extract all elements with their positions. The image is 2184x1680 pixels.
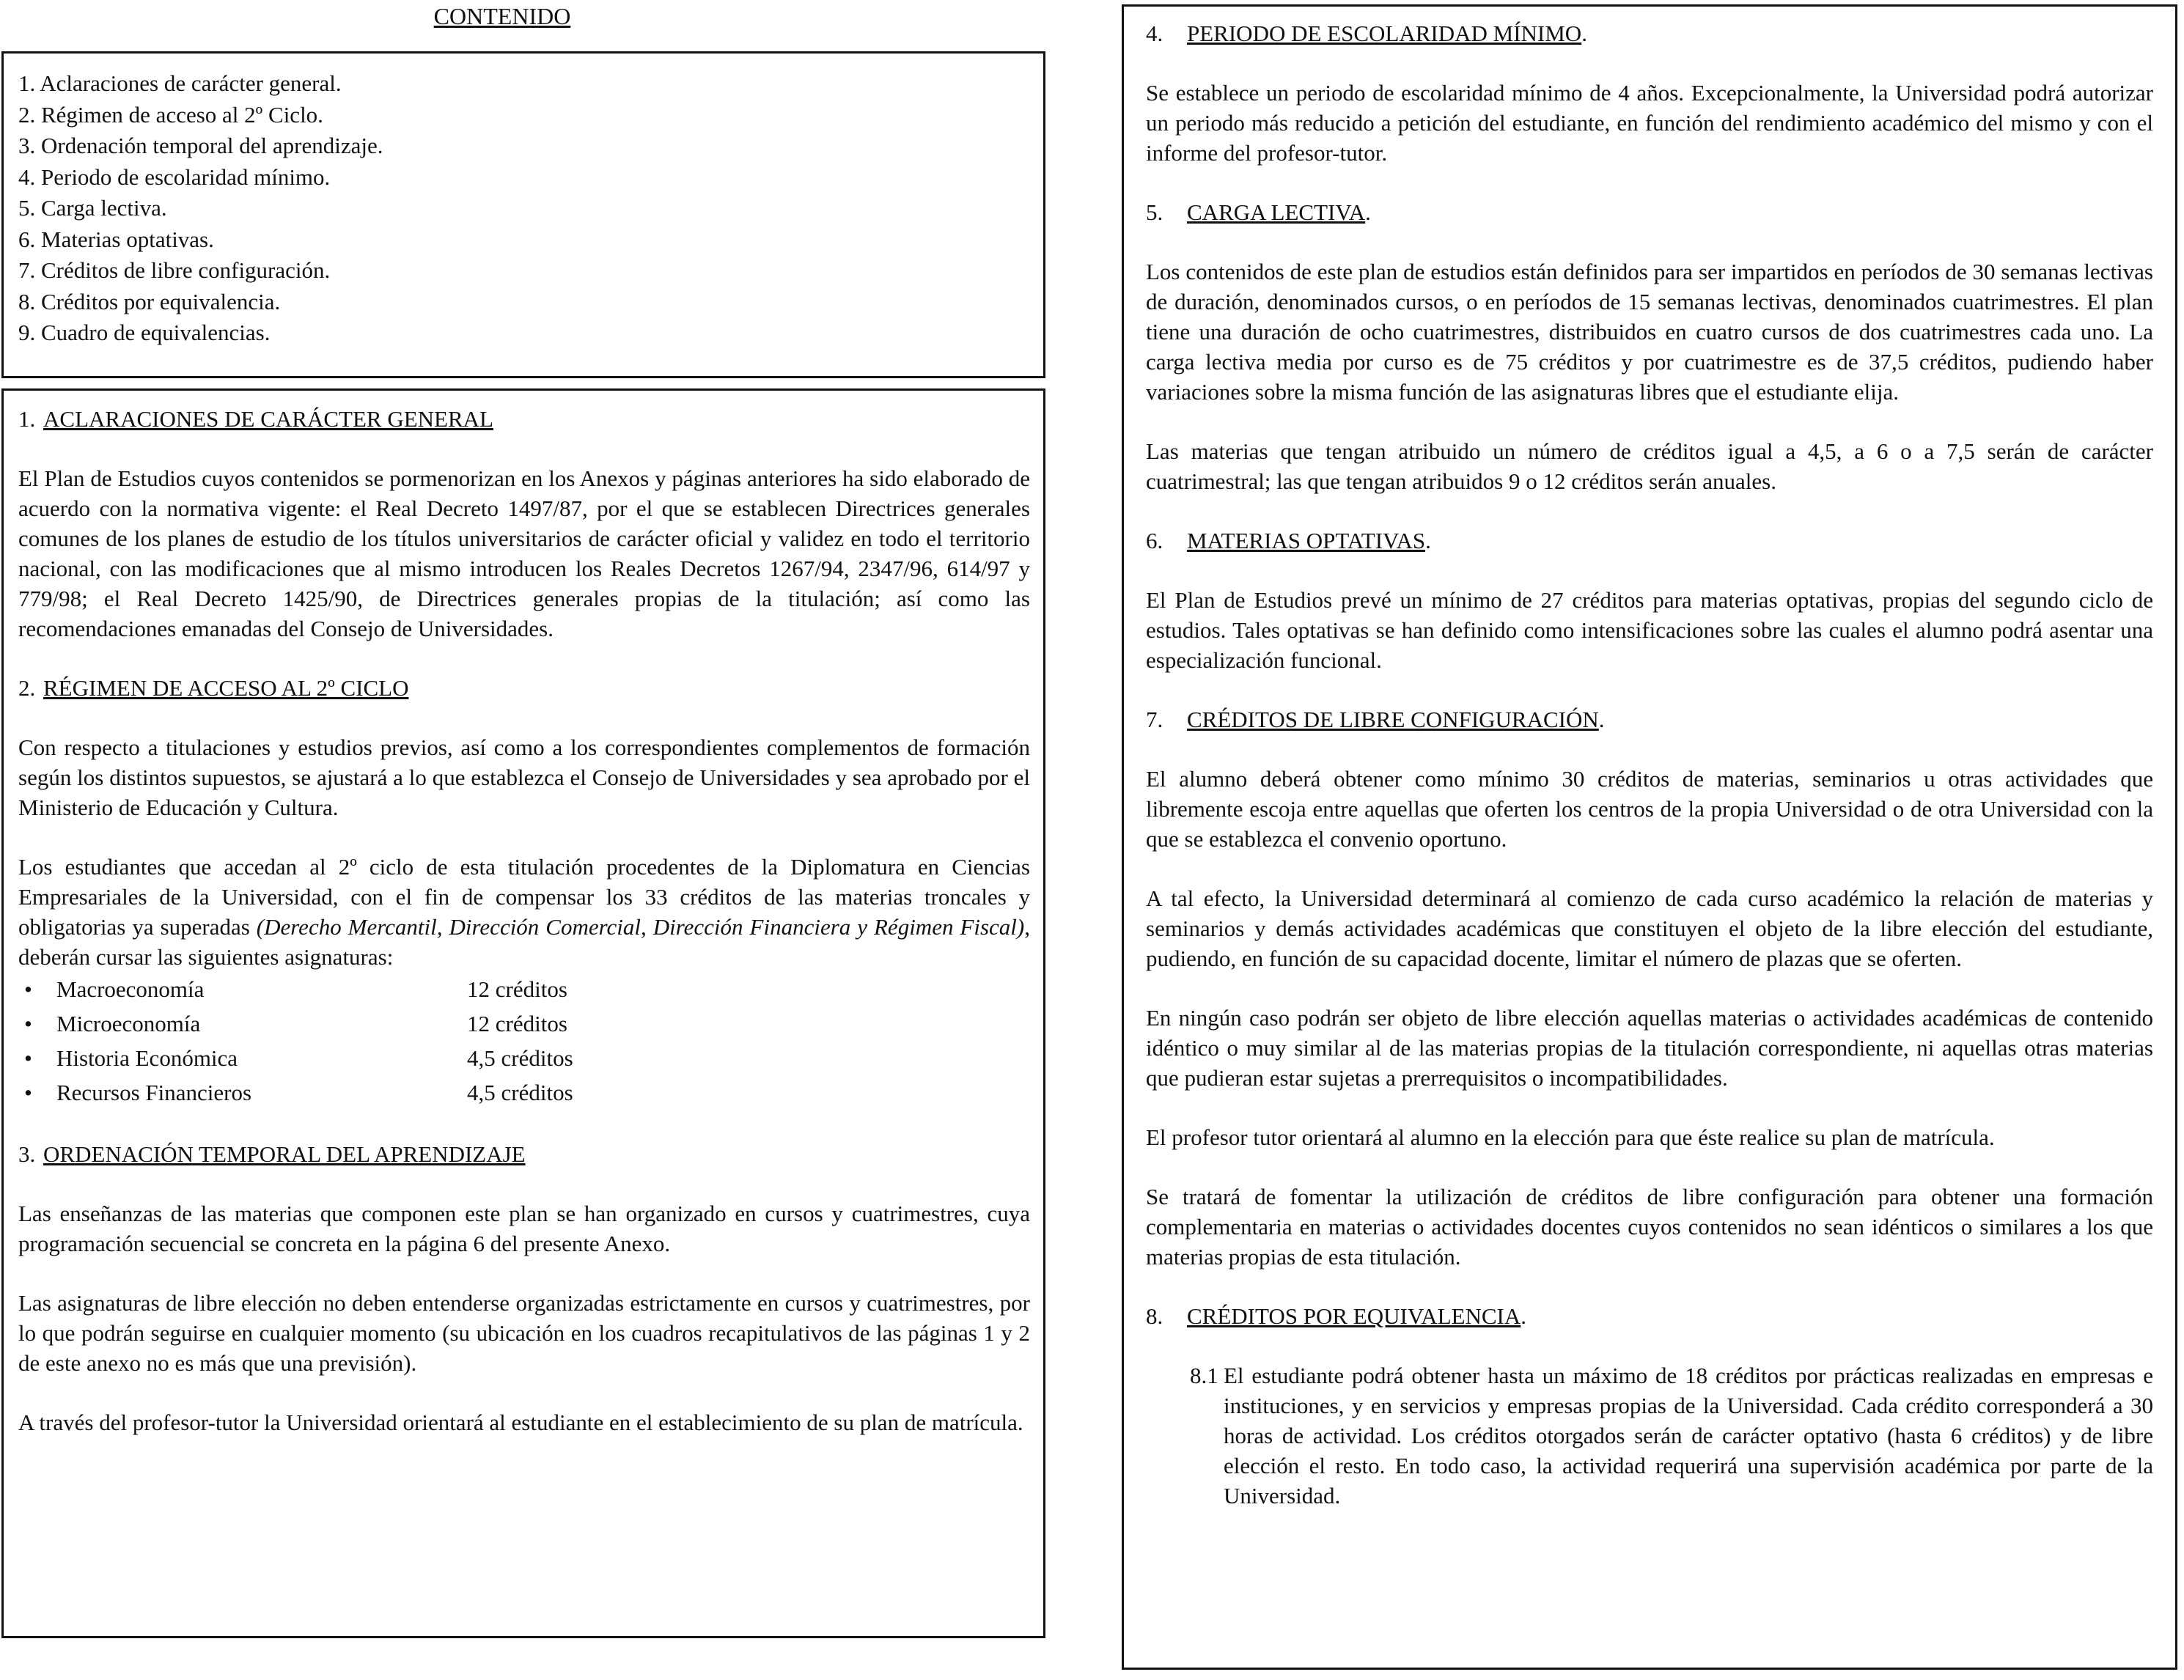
bullet-icon: • (24, 976, 32, 1002)
section-7-heading: 7. CRÉDITOS DE LIBRE CONFIGURACIÓN. (1146, 704, 2153, 734)
bullet-icon: • (24, 1045, 32, 1071)
section-3-paragraph: Las enseñanzas de las materias que componen este plan se han organizado en cursos y cuatrimestres, cuya programación secuencial se concreta en la página 6 del presente Anexo. (18, 1201, 1030, 1256)
subject-name: Microeconomía (56, 1011, 201, 1036)
section-7-paragraph: Se tratará de fomentar la utilización de créditos de libre configuración para obtener una formación complementaria en materias o actividades docentes cuyos contenidos no sean idénticos o similares a los que materias propias de esta titulación. (1146, 1184, 2153, 1270)
section-5-paragraph: Los contenidos de este plan de estudios están definidos para ser impartidos en períodos de 30 semanas lectivas de duración, denominados cursos, o en períodos de 15 semanas lectivas, denominados cuatrimestres. El plan tiene una duración de ocho cuatrimestres, distribuidos en cuatro cursos de dos cuatrimestres cada uno. La carga lectiva media por curso es de 75 créditos y por cuatrimestre es de 37,5 créditos, pudiendo haber variaciones sobre la misma función de las asignaturas libres que el estudiante elija. (1146, 259, 2153, 405)
section-2-paragraph: Con respecto a titulaciones y estudios previos, así como a los correspondientes complementos de formación según los distintos supuestos, se ajustará a lo que establezca el Consejo de Universidades y sea aprobado por el Ministerio de Educación y Cultura. (18, 734, 1030, 820)
right-column-box (1122, 4, 2177, 1670)
italic-text: (Derecho Mercantil, Dirección Comercial, Dirección Financiera y Régimen Fiscal) (256, 914, 1025, 940)
section-number: 6. (1146, 528, 1163, 553)
section-5-heading: 5. CARGA LECTIVA. (1146, 197, 2153, 227)
section-2-heading (18, 673, 1030, 703)
toc-item: 2. Régimen de acceso al 2º Ciclo. (18, 101, 323, 128)
list-item (18, 1041, 1030, 1075)
heading-text: RÉGIMEN DE ACCESO AL 2º CICLO (43, 675, 409, 701)
subjects-list (18, 972, 1030, 1110)
section-number: 3. (18, 1141, 36, 1167)
toc-item: 9. Cuadro de equivalencias. (18, 320, 271, 345)
section-7-paragraph: En ningún caso podrán ser objeto de libre elección aquellas materias o actividades académicas de contenido idéntico o muy similar al de las materias propias de la titulación correspondiente, ni aquellas otras materias que pudieran estar sujetas a prerrequisitos o incompatibilidades. (1146, 1005, 2153, 1091)
heading-text: ORDENACIÓN TEMPORAL DEL APRENDIZAJE (43, 1141, 526, 1167)
section-7-paragraph: A tal efecto, la Universidad determinará al comienzo de cada curso académico la relación de materias y seminarios y demás actividades académicas que constituyen el objeto de la libre elección del estudiante, pudiendo, en función de su capacidad docente, limitar el número de plazas que se oferten. (1146, 885, 2153, 971)
subject-credits: 12 créditos (467, 1011, 567, 1036)
subject-credits: 4,5 créditos (467, 1045, 573, 1071)
toc-item: 3. Ordenación temporal del aprendizaje. (18, 133, 383, 158)
subject-name: Recursos Financieros (56, 1080, 252, 1105)
subject-credits: 12 créditos (467, 976, 567, 1002)
section-number: 2. (18, 675, 36, 701)
subsection-number: 8.1 (1190, 1363, 1218, 1388)
subsection-paragraph: El estudiante podrá obtener hasta un máximo de 18 créditos por prácticas realizadas en empresas e instituciones, y en servicios y empresas propias de la Universidad. Cada crédito corresponderá a 30 horas de actividad. Los créditos otorgados serán de carácter optativo (hasta 6 créditos) y de libre elección el resto. En todo caso, la actividad requerirá una supervisión académica por parte de la Universidad. (1224, 1363, 2153, 1508)
section-6-paragraph: El Plan de Estudios prevé un mínimo de 27 créditos para materias optativas, propias del segundo ciclo de estudios. Tales optativas se han definido como intensificaciones sobre las cuales el alumno podrá asentar una especialización funcional. (1146, 587, 2153, 673)
heading-text: CARGA LECTIVA (1187, 199, 1366, 225)
toc-item: 4. Periodo de escolaridad mínimo. (18, 163, 331, 190)
toc-item: 7. Créditos de libre configuración. (18, 257, 331, 283)
section-number: 7. (1146, 707, 1163, 732)
list-item (18, 1075, 1030, 1110)
heading-text: CRÉDITOS DE LIBRE CONFIGURACIÓN (1187, 707, 1599, 732)
section-7-paragraph: El profesor tutor orientará al alumno en la elección para que éste realice su plan de matrícula. (1146, 1124, 1995, 1150)
section-1-heading (18, 404, 1030, 434)
subject-name: Historia Económica (56, 1045, 238, 1071)
contents-title: CONTENIDO (433, 3, 571, 29)
section-4-heading: 4. PERIODO DE ESCOLARIDAD MÍNIMO. (1146, 18, 2153, 48)
section-8-heading: 8. CRÉDITOS POR EQUIVALENCIA. (1146, 1301, 2153, 1331)
heading-text: CRÉDITOS POR EQUIVALENCIA (1187, 1303, 1521, 1329)
section-number: 4. (1146, 21, 1163, 46)
section-3-paragraph: A través del profesor-tutor la Universidad orientará al estudiante en el establecimiento de su plan de matrícula. (18, 1410, 1023, 1435)
section-5-paragraph: Las materias que tengan atribuido un número de créditos igual a 4,5, a 6 o a 7,5 serán de carácter cuatrimestral; las que tengan atribuidos 9 o 12 créditos serán anuales. (1146, 438, 2153, 494)
text: Los estudiantes que accedan al 2º ciclo de esta titulación procedentes de la Diplomatura en Ciencias Empresariales de la Universidad, con el fin de compensar los 33 créditos de las materias troncales y obligatorias ya superadas (18, 854, 1030, 940)
toc-item: 1. Aclaraciones de carácter general. (18, 70, 342, 96)
section-6-heading: 6. MATERIAS OPTATIVAS. (1146, 526, 2153, 556)
section-1-paragraph: El Plan de Estudios cuyos contenidos se pormenorizan en los Anexos y páginas anteriores ha sido elaborado de acuerdo con la normativa vigente: el Real Decreto 1497/87, por el que se establecen Directrices generales comunes de los planes de estudio de los títulos universitarios de carácter oficial y validez en todo el territorio nacional, con las modificaciones que al mismo introducen los Reales Decretos 1267/94, 2347/96, 614/97 y 779/98; el Real Decreto 1425/90, de Directrices generales propias de la titulación; así como las recomendaciones emanadas del Consejo de Universidades. (18, 465, 1030, 641)
section-number: 1. (18, 406, 36, 432)
toc-item: 5. Carga lectiva. (18, 195, 167, 221)
list-item (18, 1006, 1030, 1041)
subject-credits: 4,5 créditos (467, 1080, 573, 1105)
section-number: 5. (1146, 199, 1163, 225)
heading-text: MATERIAS OPTATIVAS (1187, 528, 1426, 553)
list-item (18, 972, 1030, 1006)
table-of-contents (1, 51, 1045, 378)
left-column-box (1, 388, 1045, 1638)
toc-item: 8. Créditos por equivalencia. (18, 288, 281, 314)
subsection-8-1 (1146, 1360, 2153, 1511)
bullet-icon: • (24, 1011, 32, 1036)
section-3-paragraph: Las asignaturas de libre elección no deben entenderse organizadas estrictamente en cursos y cuatrimestres, por lo que podrán seguirse en cualquier momento (su ubicación en los cuadros recapitulativos de las páginas 1 y 2 de este anexo no es más que una previsión). (18, 1290, 1030, 1376)
section-2-paragraph-2 (18, 852, 1030, 972)
heading-text: ACLARACIONES DE CARÁCTER GENERAL (43, 406, 493, 432)
heading-text: PERIODO DE ESCOLARIDAD MÍNIMO (1187, 21, 1582, 46)
text: , deberán cursar las siguientes asignaturas: (18, 914, 1030, 970)
section-7-paragraph: El alumno deberá obtener como mínimo 30 créditos de materias, seminarios u otras actividades que libremente escoja entre aquellas que oferten los centros de la propia Universidad o de otra Universidad con la que se establezca el convenio oportuno. (1146, 766, 2153, 852)
bullet-icon: • (24, 1080, 32, 1105)
section-4-paragraph: Se establece un periodo de escolaridad mínimo de 4 años. Excepcionalmente, la Universidad podrá autorizar un periodo más reducido a petición del estudiante, en función del rendimiento académico del mismo y con el informe del profesor-tutor. (1146, 80, 2153, 166)
section-3-heading (18, 1139, 1030, 1169)
section-number: 8. (1146, 1303, 1163, 1329)
toc-item: 6. Materias optativas. (18, 226, 214, 252)
subject-name: Macroeconomía (56, 976, 205, 1002)
